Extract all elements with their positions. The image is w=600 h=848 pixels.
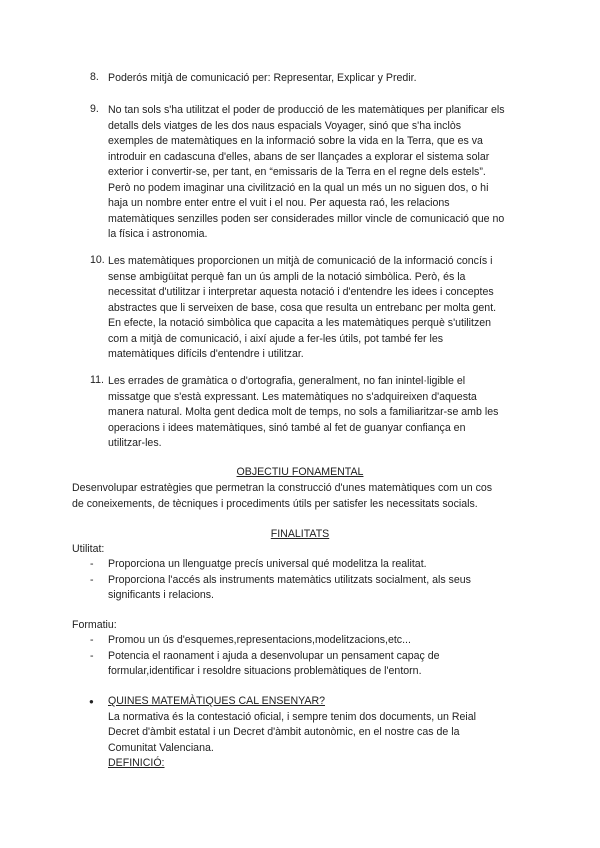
text-line: necessitat d'utilitzar i interpretar aquesta notació i d'entendre les idees i conceptes [108, 286, 494, 298]
text-line: Poderós mitjà de comunicació per: Representar, Explicar y Predir. [108, 72, 417, 84]
text-line: Però no podem imaginar una civilització en la qual un més un no siguen dos, o hi [108, 181, 489, 194]
utilitat-item: Proporciona l'accés als instruments matemàtics utilitzats socialment, als seus [108, 573, 471, 586]
text-line: matemàtiques difícils d'entendre i utilitzar. [108, 348, 304, 360]
formatiu-item: Promou un ús d'esquemes,representacions,modelitzacions,etc... [108, 634, 411, 646]
utilitat-dash: - [90, 573, 94, 586]
objectiu-line: Desenvolupar estratègies que permetran la construcció d'unes matemàtiques com un cos [72, 482, 493, 494]
quines-line: La normativa és la contestació oficial, i sempre tenim dos documents, un Reial [108, 710, 477, 723]
text-line: exemples de matemàtiques en la informació sobre la vida en la Terra, que es va [108, 135, 483, 147]
text-line: detalls dels viatges de les dos naus espacials Voyager, sinó que s'ha inclòs [108, 119, 462, 132]
bullet-icon: ● [89, 697, 94, 706]
item-number: 11. [90, 374, 104, 386]
utilitat-label: Utilitat: [72, 543, 105, 555]
quines-line: Comunitat Valenciana. [108, 741, 214, 754]
text-line: manera natural. Molta gent dedica molt de temps, no sols a familiaritzar-se amb les [108, 406, 499, 418]
text-line: En efecte, la notació simbòlica que capacita a les matemàtiques perquè s'utilitzen [108, 317, 492, 329]
utilitat-dash: - [90, 558, 94, 570]
item-number: 8. [90, 71, 99, 83]
text-line: haja un nombre enter entre el vuit i el nou. Per aquesta raó, les relacions [108, 197, 450, 209]
text-line: Les errades de gramàtica o d'ortografia, generalment, no fan inintel·ligible el [108, 375, 466, 387]
text-line: com a mitjà de comunicació, i així ajude a fer-les útils, pot també fer les [108, 332, 444, 345]
text-line: introduir en cadascuna d'elles, abans de ser llançades a explorar el sistema solar [108, 150, 490, 163]
text-line: abstractes que li serveixen de base, cosa que resulta un entrebanc per molta gent. [108, 301, 497, 314]
formatiu-dash: - [90, 649, 94, 662]
item-number: 10. [90, 254, 105, 266]
text-line: sense ambigüitat perquè fan un ús ampli de la notació simbòlica. Però, és la [108, 270, 466, 283]
finalitats-heading: FINALITATS [270, 528, 330, 540]
utilitat-item-cont: significants i relacions. [108, 589, 214, 601]
text-line: missatge que s'està expressant. Les matemàtiques no s'adquireixen d'aquesta [108, 390, 477, 403]
text-line: exterior i convertir-se, per tant, en “emissaris de la Terra en el regne dels estels”. [108, 166, 486, 178]
formatiu-label: Formatiu: [72, 619, 117, 631]
formatiu-item: Potencia el raonament i ajuda a desenvolupar un pensament capaç de [108, 649, 440, 662]
text-line: operacions i idees matemàtiques, sinó també al fet de guanyar confiança en [108, 421, 466, 434]
quines-line: Decret d'àmbit estatal i un Decret d'àmbit autonòmic, en el nostre cas de la [108, 726, 460, 738]
text-line: matemàtiques senzilles poden ser considerades millor vincle de comunicació que no [108, 212, 505, 225]
definicio-heading: DEFINICIÓ: [108, 757, 165, 769]
item-number: 9. [90, 103, 99, 115]
quines-heading: QUINES MATEMÀTIQUES CAL ENSENYAR? [108, 695, 326, 707]
objectiu-heading: OBJECTIU FONAMENTAL [236, 466, 364, 478]
utilitat-item: Proporciona un llenguatge precís universal qué modelitza la realitat. [108, 558, 427, 570]
objectiu-line: de coneixements, de tècniques i procediments útils per satisfer les necessitats socials. [72, 497, 478, 510]
text-line: Les matemàtiques proporcionen un mitjà de comunicació de la informació concís i [108, 255, 493, 267]
formatiu-item-cont: formular,identificar i resoldre situacions problemàtiques de l'entorn. [108, 665, 422, 677]
text-line: la física i astronomia. [108, 228, 208, 240]
formatiu-dash: - [90, 634, 94, 646]
text-line: utilitzar-les. [108, 437, 162, 449]
text-line: No tan sols s'ha utilitzat el poder de producció de les matemàtiques per planificar els [108, 104, 505, 116]
